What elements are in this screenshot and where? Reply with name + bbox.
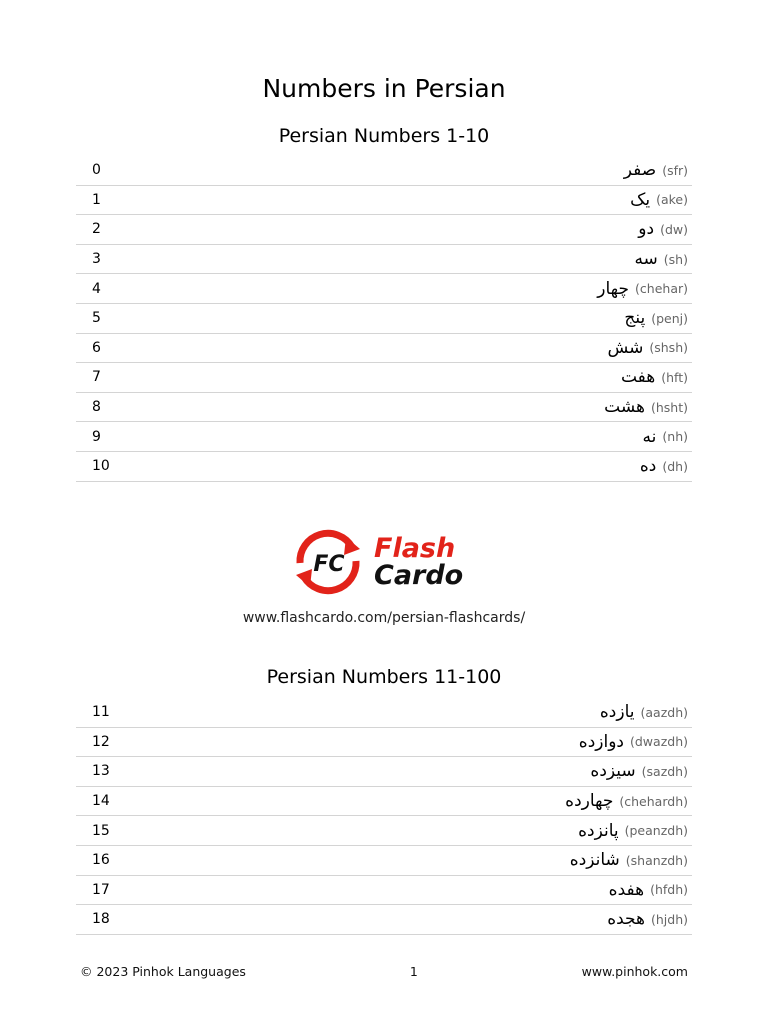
transliteration: (hsht)	[650, 399, 688, 415]
copyright-text: © 2023 Pinhok Languages	[80, 964, 246, 979]
persian-word: یک	[630, 189, 651, 210]
logo-word-cardo: Cardo	[374, 560, 464, 591]
table-row	[76, 363, 692, 393]
persian-word: سیزده	[590, 761, 636, 782]
table-row	[76, 728, 692, 758]
number-cell: 16	[92, 852, 110, 869]
transliteration: (chehar)	[635, 281, 688, 297]
number-cell: 1	[92, 191, 101, 208]
section-heading-1-10: Persian Numbers 1-10	[278, 125, 490, 147]
table-row	[76, 334, 692, 364]
number-cell: 15	[92, 822, 110, 839]
persian-word: سه	[634, 249, 658, 270]
transliteration: (hfdh)	[650, 882, 688, 898]
transliteration: (shanzdh)	[625, 852, 688, 868]
persian-word: نه	[642, 426, 657, 447]
table-row	[76, 422, 692, 452]
svg-text:FC: FC	[313, 552, 345, 577]
table-row	[76, 452, 692, 482]
transliteration: (dw)	[660, 221, 688, 237]
persian-word: شش	[607, 337, 644, 358]
table-row	[76, 787, 692, 817]
persian-word: پانزده	[578, 820, 619, 841]
transliteration: (dwazdh)	[630, 734, 688, 750]
persian-word: دوازده	[578, 731, 624, 752]
flashcardo-logo[interactable]	[290, 527, 480, 597]
persian-word: هجده	[607, 909, 645, 930]
transliteration: (hft)	[661, 369, 688, 385]
table-row	[76, 757, 692, 787]
number-cell: 3	[92, 251, 101, 268]
number-cell: 18	[92, 911, 110, 928]
persian-word: چهارده	[565, 791, 614, 812]
table-row	[76, 274, 692, 304]
logo-wordmark	[374, 535, 463, 589]
persian-word: یازده	[599, 702, 635, 723]
table-row	[76, 245, 692, 275]
persian-word: ده	[639, 456, 657, 477]
number-cell: 8	[92, 399, 101, 416]
persian-word: چهار	[597, 278, 630, 299]
table-row	[76, 215, 692, 245]
transliteration: (peanzdh)	[624, 823, 688, 839]
transliteration: (sh)	[663, 251, 688, 267]
persian-word: هشت	[604, 397, 645, 418]
number-cell: 11	[92, 704, 110, 721]
table-row	[76, 156, 692, 186]
table-row	[76, 393, 692, 423]
table-row	[76, 304, 692, 334]
number-cell: 9	[92, 428, 101, 445]
transliteration: (sazdh)	[641, 763, 688, 779]
table-row	[76, 905, 692, 935]
number-cell: 10	[92, 458, 110, 475]
number-cell: 5	[92, 310, 101, 327]
number-cell: 13	[92, 763, 110, 780]
table-row	[76, 698, 692, 728]
transliteration: (aazdh)	[640, 704, 688, 720]
number-cell: 12	[92, 733, 110, 750]
table-row	[76, 876, 692, 906]
logo-word-flash: Flash	[374, 533, 456, 564]
persian-word: هفت	[620, 367, 656, 388]
transliteration: (nh)	[662, 429, 688, 445]
transliteration: (penj)	[651, 310, 688, 326]
page-title: Numbers in Persian	[262, 74, 506, 103]
persian-word: شانزده	[569, 850, 620, 871]
table-row	[76, 816, 692, 846]
table-row	[76, 186, 692, 216]
section-heading-11-100: Persian Numbers 11-100	[266, 666, 502, 688]
numbers-table-11-100	[76, 698, 692, 935]
number-cell: 7	[92, 369, 101, 386]
flashcardo-emblem-icon	[290, 527, 368, 597]
number-cell: 4	[92, 280, 101, 297]
transliteration: (ake)	[656, 192, 688, 208]
number-cell: 17	[92, 881, 110, 898]
number-cell: 2	[92, 221, 101, 238]
transliteration: (shsh)	[649, 340, 688, 356]
numbers-table-1-10	[76, 156, 692, 482]
table-row	[76, 846, 692, 876]
persian-word: هفده	[608, 879, 645, 900]
persian-word: پنج	[624, 308, 646, 329]
pinhok-link[interactable]: www.pinhok.com	[581, 964, 688, 979]
transliteration: (hjdh)	[650, 911, 688, 927]
number-cell: 0	[92, 162, 101, 179]
number-cell: 6	[92, 339, 101, 356]
number-cell: 14	[92, 793, 110, 810]
page-footer	[80, 964, 688, 979]
page-number: 1	[409, 964, 418, 979]
persian-word: دو	[638, 219, 655, 240]
flashcardo-link[interactable]: www.flashcardo.com/persian-flashcards/	[242, 610, 526, 626]
persian-word: صفر	[623, 160, 657, 181]
transliteration: (chehardh)	[619, 793, 688, 809]
transliteration: (sfr)	[662, 162, 688, 178]
transliteration: (dh)	[662, 458, 688, 474]
